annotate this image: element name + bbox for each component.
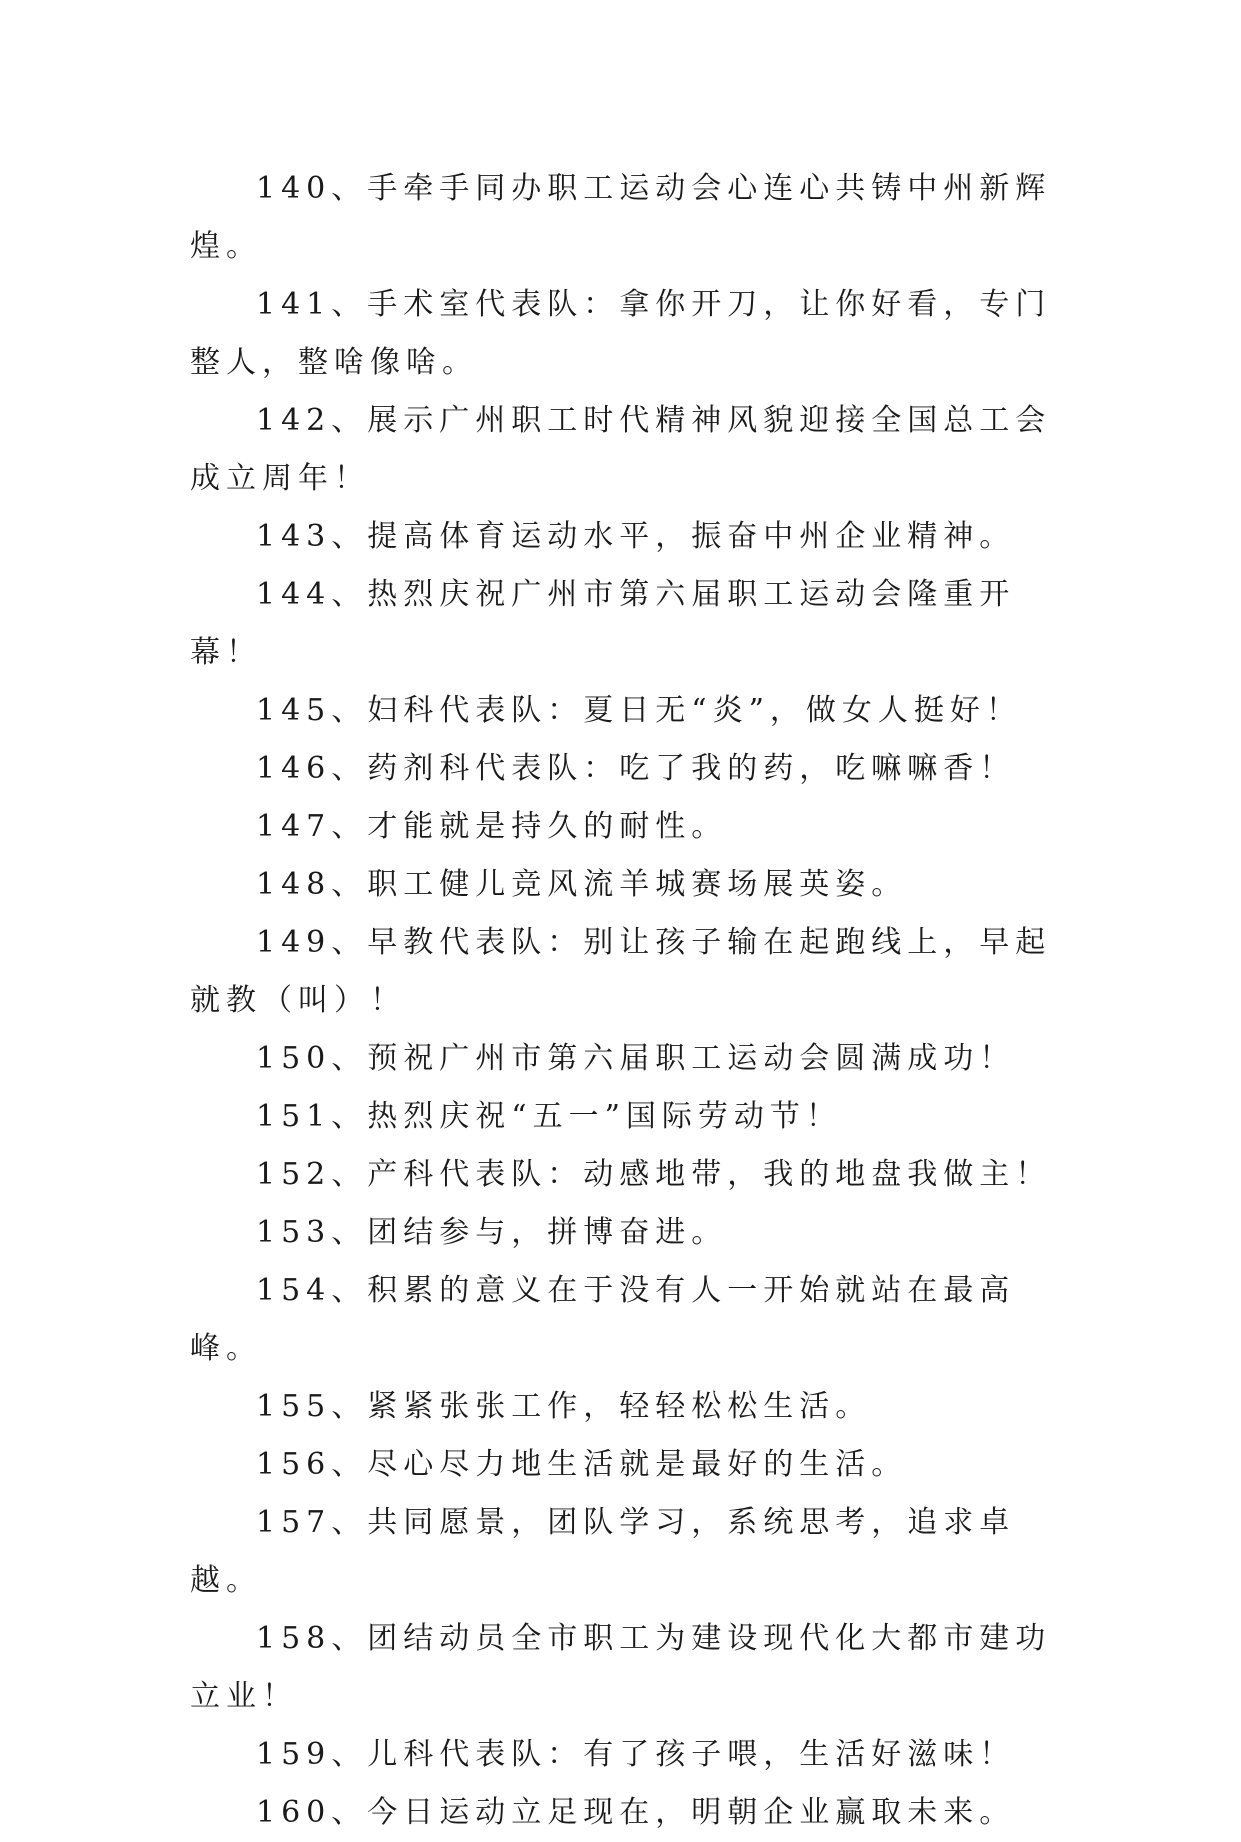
slogan-149: 149、早教代表队：别让孩子输在起跑线上，早起就教（叫）！	[190, 925, 1052, 1018]
slogan-147: 147、才能就是持久的耐性。	[256, 809, 728, 844]
slogan-156: 156、尽心尽力地生活就是最好的生活。	[256, 1447, 908, 1482]
slogan-143: 143、提高体育运动水平，振奋中州企业精神。	[256, 519, 1016, 554]
slogan-160: 160、今日运动立足现在，明朝企业赢取未来。	[256, 1795, 1016, 1830]
slogan-list	[190, 160, 1070, 1842]
slogan-157: 157、共同愿景，团队学习，系统思考，追求卓越。	[190, 1505, 1016, 1598]
slogan-144: 144、热烈庆祝广州市第六届职工运动会隆重开幕！	[190, 577, 1016, 670]
slogan-148: 148、职工健儿竞风流羊城赛场展英姿。	[256, 867, 908, 902]
slogan-150: 150、预祝广州市第六届职工运动会圆满成功！	[256, 1041, 1016, 1076]
slogan-154: 154、积累的意义在于没有人一开始就站在最高峰。	[190, 1273, 1016, 1366]
slogan-141: 141、手术室代表队：拿你开刀，让你好看，专门整人，整啥像啥。	[190, 287, 1052, 380]
slogan-155: 155、紧紧张张工作，轻轻松松生活。	[256, 1389, 872, 1424]
slogan-159: 159、儿科代表队：有了孩子喂，生活好滋味！	[256, 1737, 1016, 1772]
slogan-142: 142、展示广州职工时代精神风貌迎接全国总工会成立周年！	[190, 403, 1052, 496]
slogan-151: 151、热烈庆祝“五一”国际劳动节！	[256, 1099, 842, 1134]
slogan-152: 152、产科代表队：动感地带，我的地盘我做主！	[256, 1157, 1052, 1192]
slogan-146: 146、药剂科代表队：吃了我的药，吃嘛嘛香！	[256, 751, 1016, 786]
slogan-153: 153、团结参与，拼博奋进。	[256, 1215, 728, 1250]
slogan-145: 145、妇科代表队：夏日无“炎”，做女人挺好！	[256, 693, 1022, 728]
slogan-158: 158、团结动员全市职工为建设现代化大都市建功立业！	[190, 1621, 1052, 1714]
slogan-140: 140、手牵手同办职工运动会心连心共铸中州新辉煌。	[190, 171, 1052, 264]
